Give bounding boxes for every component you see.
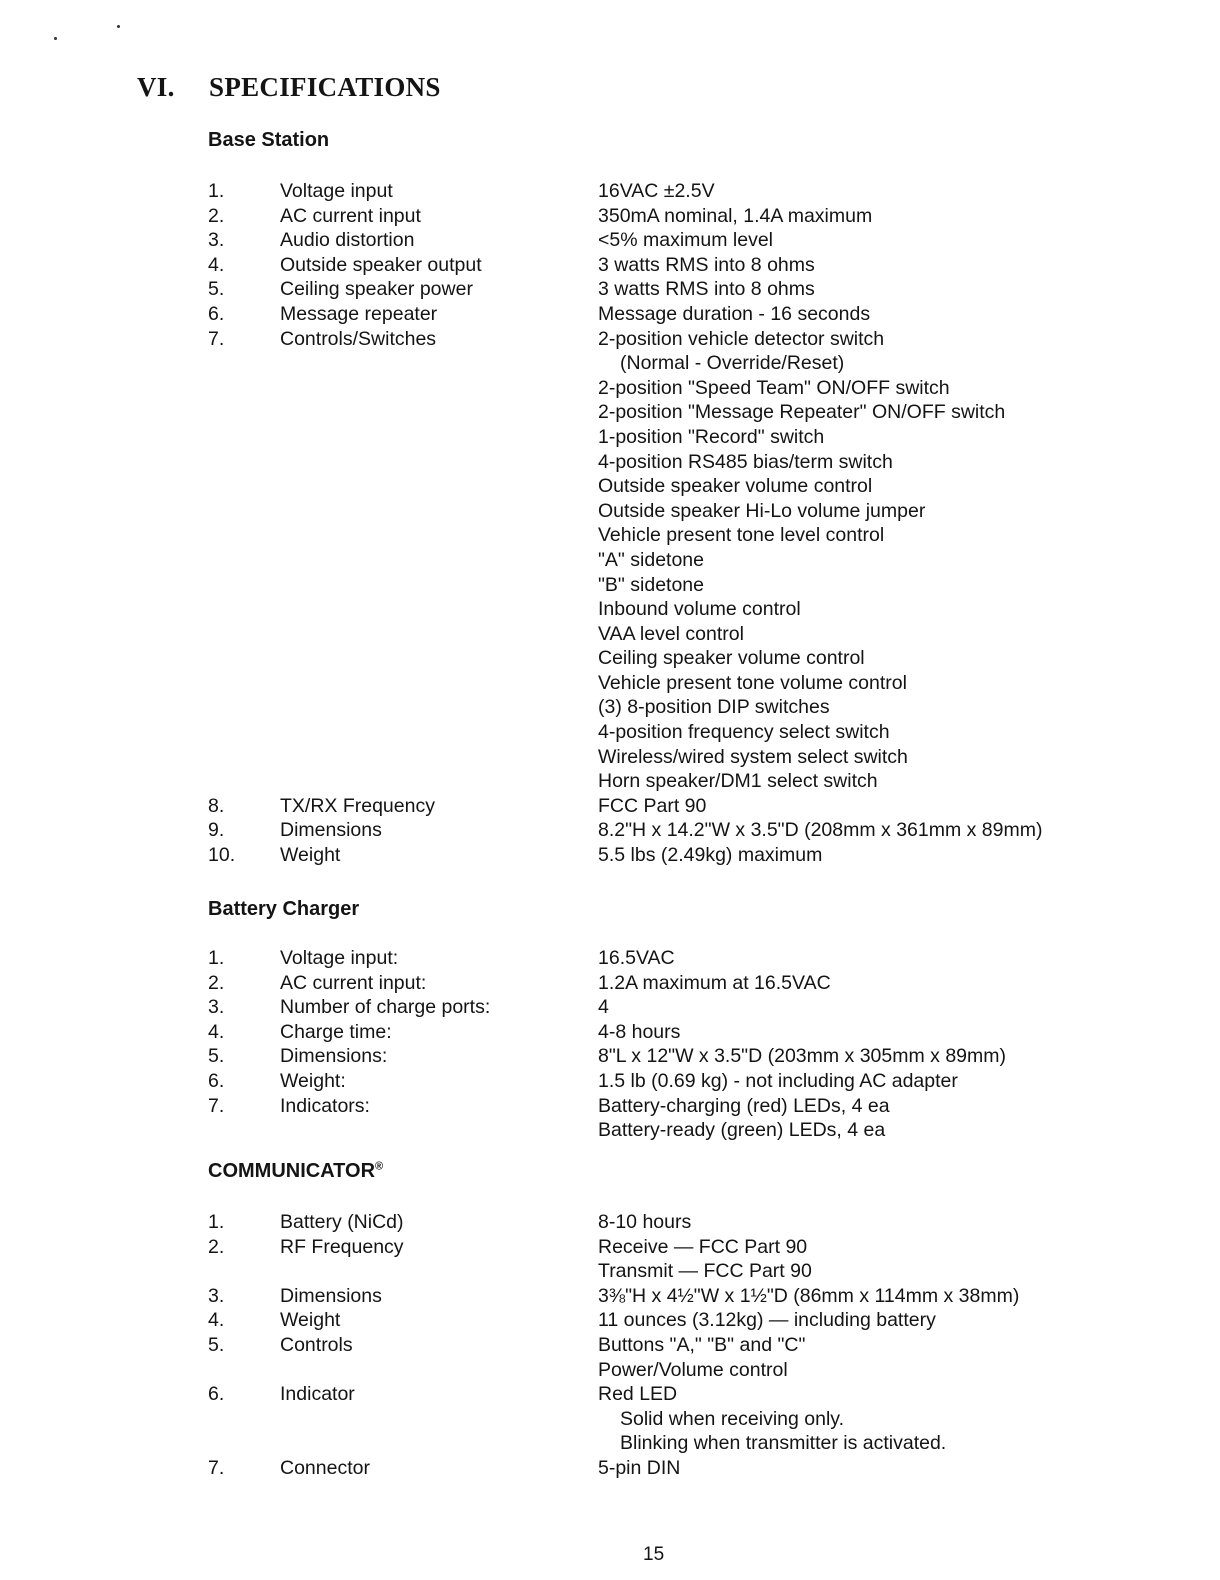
item-number: 7. [208,1456,225,1479]
base-station-heading: Base Station [208,129,330,151]
spec-row [208,204,1168,229]
item-number: 7. [208,1094,225,1117]
page-number: 15 [643,1544,665,1565]
spec-row [208,1308,1168,1333]
item-value: Transmit — FCC Part 90 [598,1260,812,1283]
spec-row [208,1235,1168,1284]
item-number: 4. [208,1309,225,1332]
spec-row [208,179,1168,204]
item-value: (Normal - Override/Reset) [620,352,845,375]
item-value: FCC Part 90 [598,794,707,817]
item-label: Charge time: [280,1020,392,1043]
item-value: 1.2A maximum at 16.5VAC [598,971,831,994]
item-value: 1-position "Record" switch [598,425,825,448]
spec-row [208,843,1168,868]
spec-row [208,1069,1168,1094]
section-title: SPECIFICATIONS [209,72,441,102]
item-number: 4. [208,253,225,276]
item-value: 350mA nominal, 1.4A maximum [598,204,873,227]
communicator-spec-list [208,1210,1168,1481]
item-value: Outside speaker Hi-Lo volume jumper [598,499,926,522]
item-label: Battery (NiCd) [280,1211,404,1233]
item-value: Power/Volume control [598,1358,788,1381]
item-value: 5-pin DIN [598,1456,681,1479]
item-value: Vehicle present tone level control [598,524,885,547]
item-value: Outside speaker volume control [598,475,873,498]
item-value: Horn speaker/DM1 select switch [598,770,878,793]
item-label: Indicator [280,1383,355,1406]
item-value: 8-10 hours [598,1211,692,1233]
item-value: 4-position RS485 bias/term switch [598,450,893,473]
item-number: 9. [208,819,225,842]
item-number: 5. [208,278,225,301]
item-value: Receive — FCC Part 90 [598,1235,808,1258]
item-value: 8.2"H x 14.2"W x 3.5"D (208mm x 361mm x 89mm) [598,819,1043,842]
item-label: Dimensions [280,1284,382,1307]
spec-row [208,971,1168,996]
item-number: 5. [208,1333,225,1356]
item-number: 10. [208,844,236,867]
spec-row [208,1284,1168,1309]
item-label: TX/RX Frequency [280,794,435,817]
spec-row [208,1210,1168,1235]
item-value: Blinking when transmitter is activated. [620,1432,947,1455]
item-value: Ceiling speaker volume control [598,647,865,670]
item-value: 3⅜"H x 4½"W x 1½"D (86mm x 114mm x 38mm) [598,1284,1020,1307]
item-number: 1. [208,180,225,202]
item-value: Wireless/wired system select switch [598,745,908,768]
item-label: Dimensions: [280,1045,388,1068]
item-label: AC current input: [280,971,427,994]
item-number: 1. [208,947,225,969]
spec-row [208,228,1168,253]
item-number: 5. [208,1045,225,1068]
spec-row [208,1094,1168,1143]
item-label: Voltage input: [280,947,399,969]
registered-mark: ® [375,1160,384,1173]
spec-row [208,995,1168,1020]
item-value: Battery-ready (green) LEDs, 4 ea [598,1119,886,1142]
item-number: 1. [208,1211,225,1233]
scan-speck [54,37,57,40]
item-value: Vehicle present tone volume control [598,671,907,694]
item-label: Audio distortion [280,229,415,252]
item-value: <5% maximum level [598,229,774,252]
item-label: Weight: [280,1069,346,1092]
item-value: 3 watts RMS into 8 ohms [598,278,815,301]
spec-row [208,1044,1168,1069]
item-value: 11 ounces (3.12kg) — including battery [598,1309,936,1332]
item-value: 2-position vehicle detector switch [598,327,885,350]
item-value: VAA level control [598,622,744,645]
item-value: 2-position "Speed Team" ON/OFF switch [598,376,950,399]
spec-row [208,253,1168,278]
item-number: 3. [208,996,225,1019]
item-number: 6. [208,302,225,325]
communicator-heading [208,1160,383,1183]
item-number: 2. [208,971,225,994]
base-station-spec-list [208,179,1168,868]
spec-row [208,302,1168,327]
item-number: 3. [208,229,225,252]
communicator-heading-text: COMMUNICATOR [208,1160,376,1182]
item-label: Weight [280,1309,341,1332]
item-value: "A" sidetone [598,548,704,571]
section-heading [137,72,441,103]
spec-row [208,1020,1168,1045]
item-value: (3) 8-position DIP switches [598,696,830,719]
item-number: 4. [208,1020,225,1043]
item-value: Solid when receiving only. [620,1407,845,1430]
item-label: Weight [280,844,341,867]
item-value: 4 [598,996,609,1019]
item-value: 3 watts RMS into 8 ohms [598,253,815,276]
item-value: Message duration - 16 seconds [598,302,871,325]
item-number: 6. [208,1383,225,1406]
item-value: 4-position frequency select switch [598,721,890,744]
scan-speck [117,25,120,28]
spec-row [208,794,1168,819]
item-value: 5.5 lbs (2.49kg) maximum [598,844,823,867]
item-label: Connector [280,1456,370,1479]
item-number: 3. [208,1284,225,1307]
item-label: Number of charge ports: [280,996,491,1019]
item-value: Red LED [598,1383,678,1406]
spec-row [208,327,1168,794]
item-value: "B" sidetone [598,573,704,596]
item-number: 2. [208,1235,225,1258]
battery-charger-heading: Battery Charger [208,898,360,920]
item-label: Controls [280,1333,353,1356]
item-value: 2-position "Message Repeater" ON/OFF switch [598,401,1006,424]
item-value: 16VAC ±2.5V [598,180,715,202]
item-label: RF Frequency [280,1235,404,1258]
spec-row [208,1456,1168,1481]
item-value: Buttons "A," "B" and "C" [598,1333,806,1356]
section-number: VI. [137,72,175,102]
item-number: 8. [208,794,225,817]
item-label: AC current input [280,204,421,227]
item-number: 6. [208,1069,225,1092]
item-label: Indicators: [280,1094,370,1117]
item-value: 16.5VAC [598,947,675,969]
spec-row [208,1382,1168,1456]
item-value: 1.5 lb (0.69 kg) - not including AC adapter [598,1069,958,1092]
item-number: 7. [208,327,225,350]
item-label: Voltage input [280,180,393,202]
item-label: Outside speaker output [280,253,482,276]
item-value: 8"L x 12"W x 3.5"D (203mm x 305mm x 89mm) [598,1045,1006,1068]
spec-row [208,277,1168,302]
item-value: Inbound volume control [598,598,801,621]
item-value: Battery-charging (red) LEDs, 4 ea [598,1094,890,1117]
spec-row [208,946,1168,971]
spec-row [208,1333,1168,1382]
item-label: Controls/Switches [280,327,437,350]
item-label: Dimensions [280,819,382,842]
item-value: 4-8 hours [598,1020,681,1043]
battery-charger-spec-list [208,946,1168,1143]
item-label: Message repeater [280,302,438,325]
item-label: Ceiling speaker power [280,278,473,301]
item-number: 2. [208,204,225,227]
spec-row [208,818,1168,843]
